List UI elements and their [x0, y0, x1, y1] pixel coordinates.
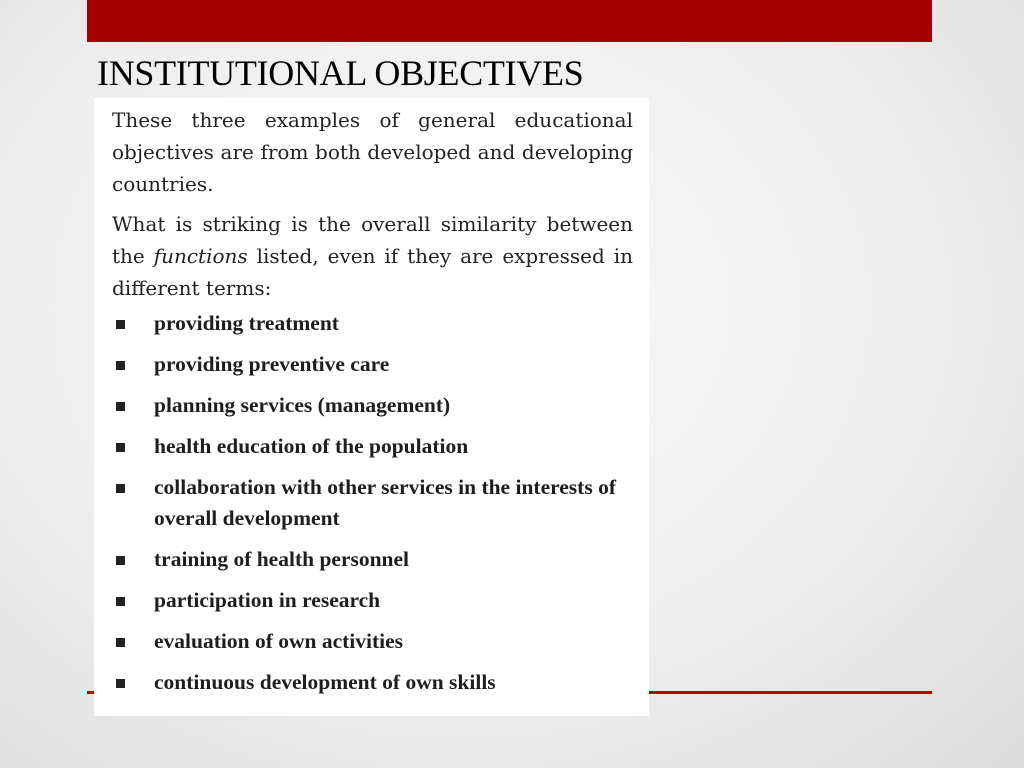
list-item-text: planning services (management) [154, 393, 451, 417]
list-item-text: training of health personnel [154, 547, 410, 571]
list-item-text: continuous development of own skills [154, 670, 496, 694]
square-bullet-icon [116, 556, 125, 565]
list-item-text: evaluation of own activities [154, 629, 404, 653]
slide-title: INSTITUTIONAL OBJECTIVES [97, 53, 584, 93]
list-item [112, 431, 633, 462]
list-item-text: providing preventive care [154, 352, 390, 376]
intro-paragraph: These three examples of general educational objectives are from both developed and developing countries. [112, 108, 633, 196]
list-item-text: providing treatment [154, 311, 339, 335]
top-accent-bar [87, 0, 932, 42]
list-item [112, 585, 633, 616]
square-bullet-icon [116, 638, 125, 647]
square-bullet-icon [116, 361, 125, 370]
list-item [112, 667, 633, 698]
similarity-text-end: listed, even if they are expressed in different terms: [112, 244, 633, 300]
square-bullet-icon [116, 320, 125, 329]
list-item-text: collaboration with other services in the interests of overall development [154, 475, 616, 530]
square-bullet-icon [116, 484, 125, 493]
functions-list [112, 308, 633, 698]
list-item [112, 544, 633, 575]
list-item-text: participation in research [154, 588, 381, 612]
functions-emphasis: functions [153, 244, 248, 268]
list-item [112, 626, 633, 657]
scanned-text-excerpt [94, 98, 649, 716]
list-item [112, 390, 633, 421]
list-item [112, 472, 633, 534]
list-item-text: health education of the population [154, 434, 469, 458]
similarity-text-start: What is striking is the overall similarity between the [112, 212, 633, 268]
square-bullet-icon [116, 597, 125, 606]
square-bullet-icon [116, 402, 125, 411]
square-bullet-icon [116, 443, 125, 452]
list-item [112, 308, 633, 339]
list-item [112, 349, 633, 380]
square-bullet-icon [116, 679, 125, 688]
similarity-paragraph [112, 208, 633, 304]
